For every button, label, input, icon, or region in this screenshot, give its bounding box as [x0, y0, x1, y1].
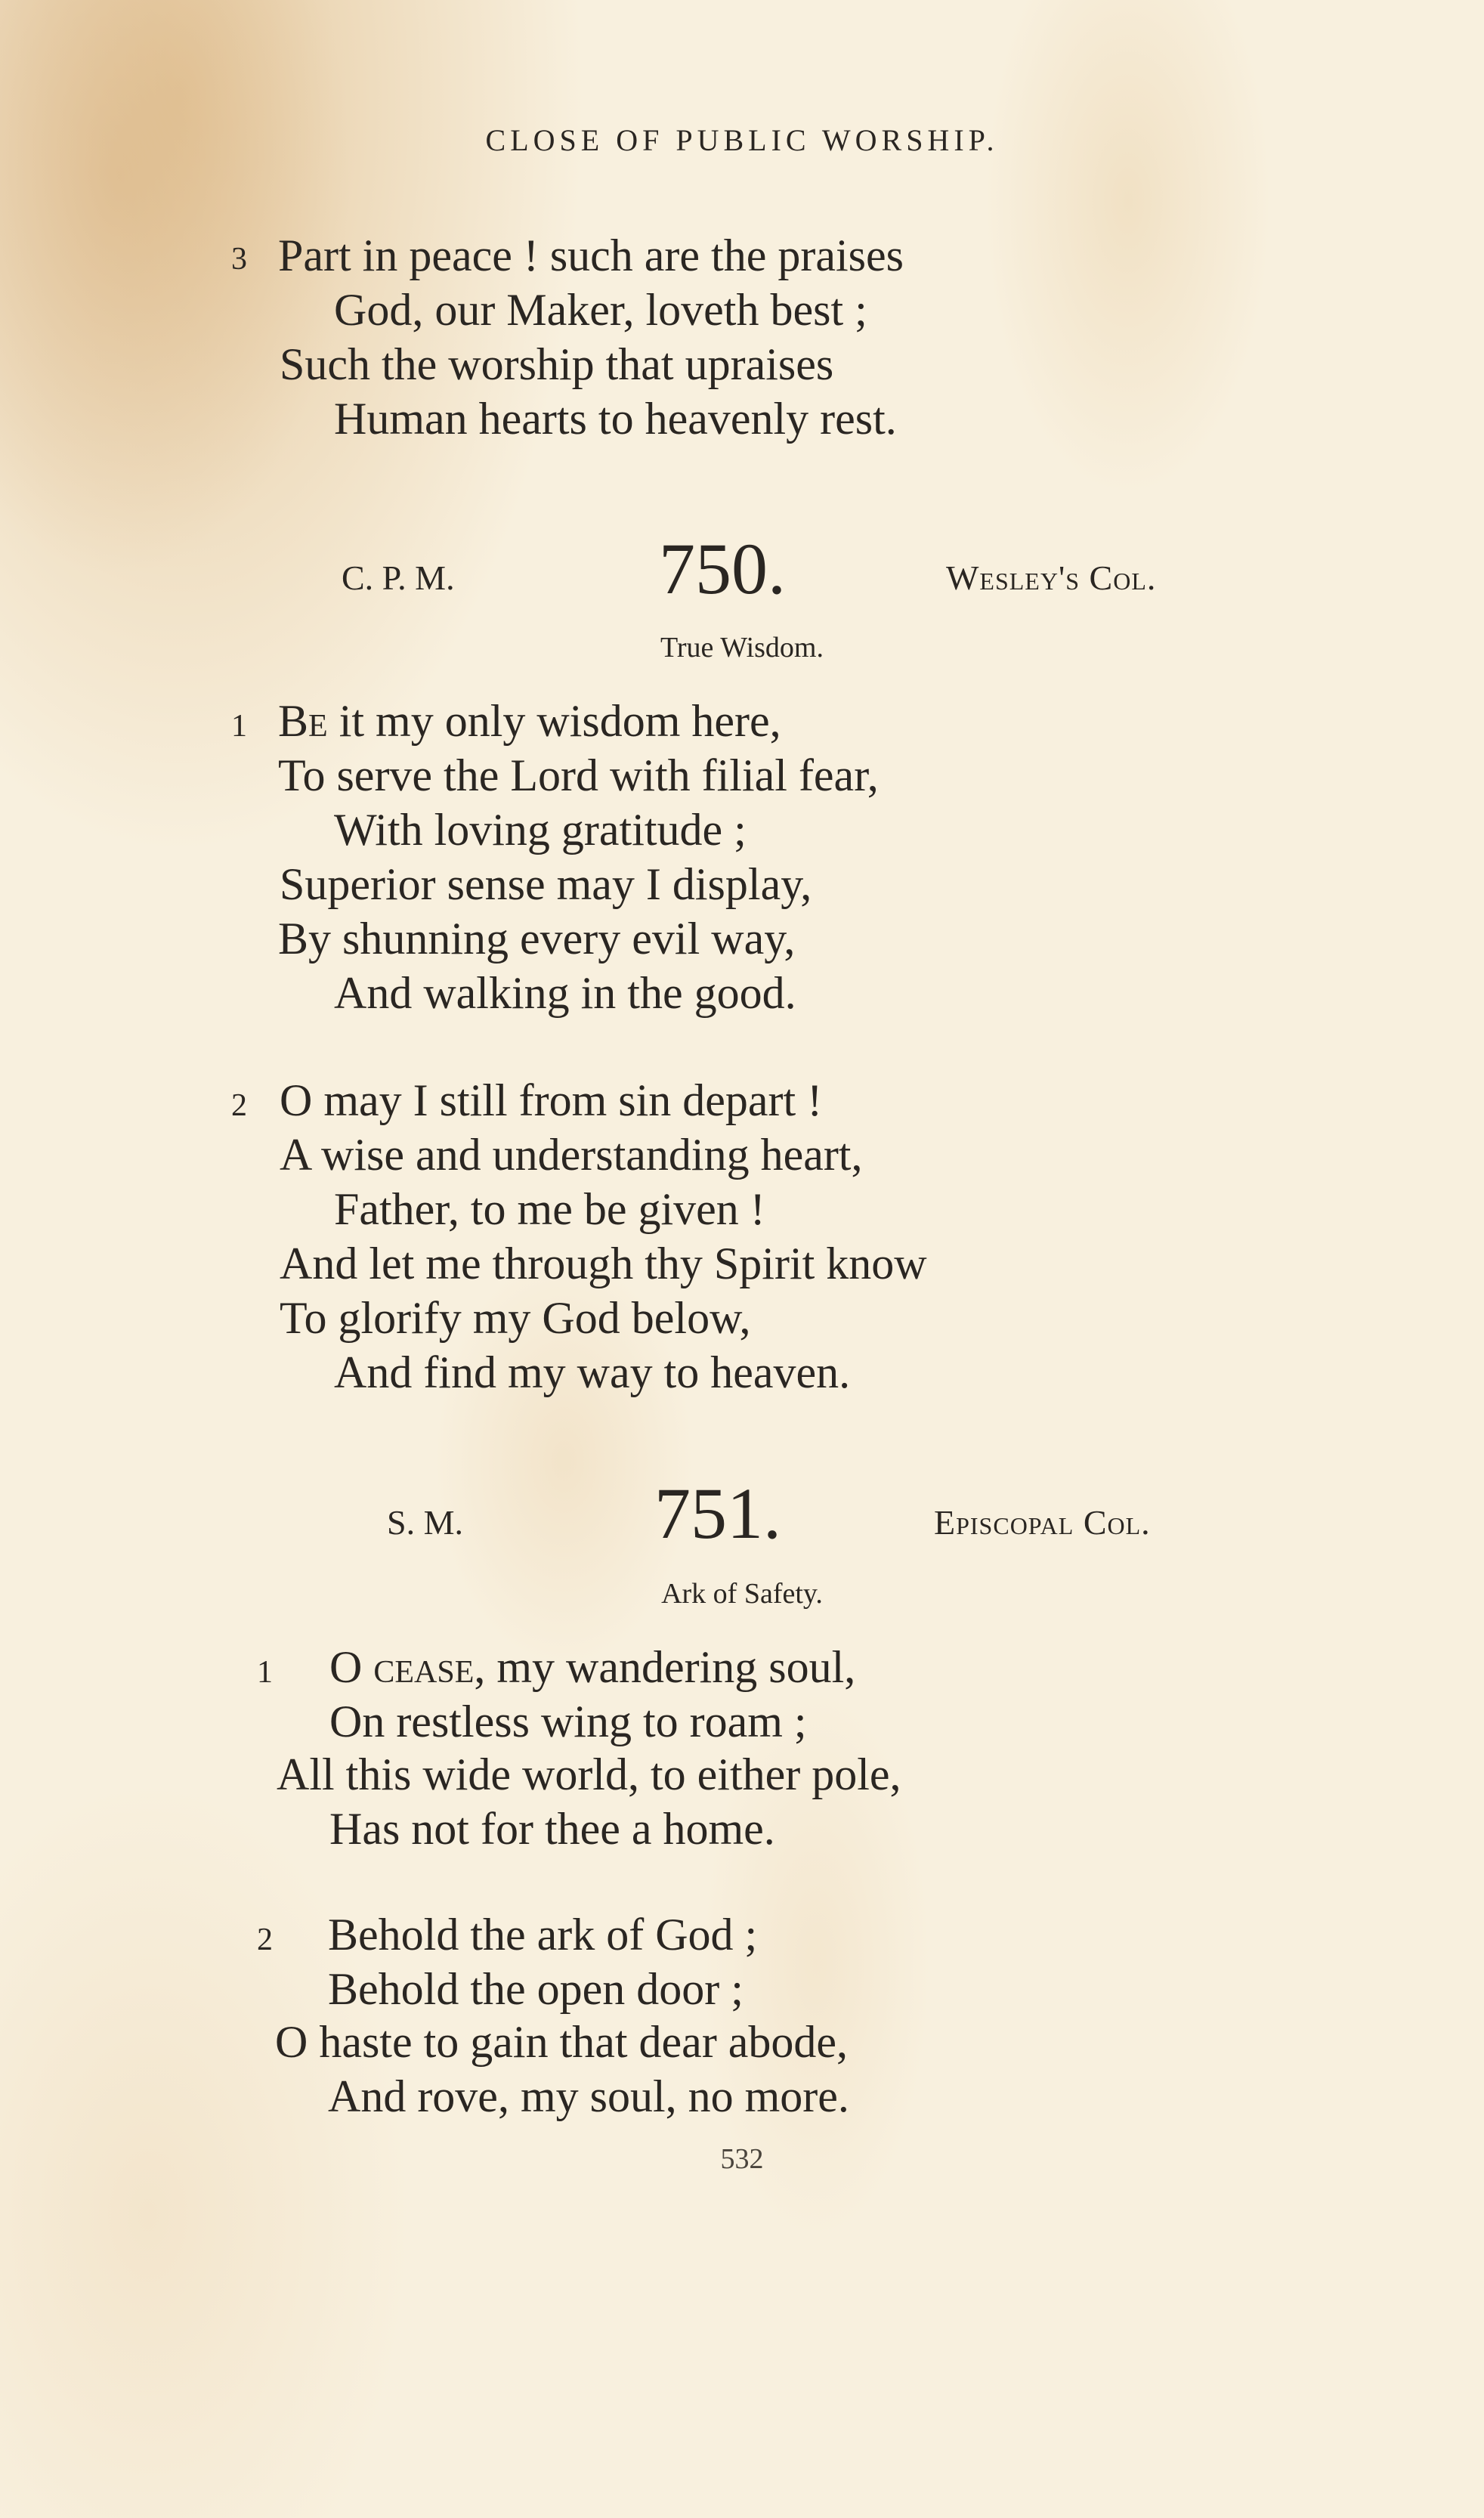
hymn-number: 751. [654, 1473, 781, 1554]
verse-line: Behold the open door ; [328, 1964, 744, 2014]
verse-line: God, our Maker, loveth best ; [334, 285, 867, 335]
verse-line: A wise and understanding heart, [280, 1130, 863, 1180]
running-head: CLOSE OF PUBLIC WORSHIP. [485, 123, 999, 157]
verse-line: Behold the ark of God ; [328, 1910, 758, 1960]
verse-line: Such the worship that upraises [280, 339, 834, 389]
hymn-meter: C. P. M. [342, 558, 455, 597]
verse-line-rest: it my only wisdom here, [327, 696, 781, 746]
verse-number: 1 [231, 709, 247, 744]
verse-first-word: Be [278, 696, 328, 746]
verse-number: 3 [231, 242, 247, 277]
hymn-title: True Wisdom. [660, 632, 824, 664]
verse-line: Human hearts to heavenly rest. [334, 394, 897, 444]
verse-line: With loving gratitude ; [334, 805, 747, 855]
verse-line: And walking in the good. [334, 968, 796, 1018]
verse-line [329, 1644, 855, 1690]
verse-line [278, 698, 781, 744]
verse-line: O haste to gain that dear abode, [275, 2017, 849, 2067]
verse-line: And rove, my soul, no more. [328, 2071, 849, 2121]
verse-number: 1 [257, 1655, 273, 1690]
verse-line: Part in peace ! such are the praises [278, 230, 904, 280]
verse-line: By shunning every evil way, [278, 914, 796, 964]
page-number: 532 [720, 2143, 764, 2175]
verse-line: On restless wing to roam ; [329, 1697, 807, 1746]
verse-line: Superior sense may I display, [280, 859, 812, 909]
hymn-meter: S. M. [387, 1503, 463, 1542]
hymn-source: Wesley's Col. [946, 558, 1157, 597]
hymn-title: Ark of Safety. [661, 1578, 823, 1610]
verse-number: 2 [257, 1923, 273, 1957]
verse-line: And let me through thy Spirit know [280, 1239, 927, 1288]
verse-line: To glorify my God below, [280, 1293, 751, 1343]
verse-line: Has not for thee a home. [329, 1804, 775, 1854]
hymn-source: Episcopal Col. [934, 1503, 1151, 1542]
verse-line: To serve the Lord with filial fear, [278, 750, 879, 800]
verse-first-word: O cease, [329, 1642, 486, 1692]
hymn-number: 750. [659, 528, 786, 609]
verse-line-rest: my wandering soul, [485, 1642, 856, 1692]
verse-line: All this wide world, to either pole, [277, 1749, 901, 1799]
verse-line: Father, to me be given ! [334, 1184, 765, 1234]
verse-number: 2 [231, 1088, 247, 1123]
verse-line: O may I still from sin depart ! [280, 1075, 823, 1125]
verse-line: And find my way to heaven. [334, 1347, 851, 1397]
